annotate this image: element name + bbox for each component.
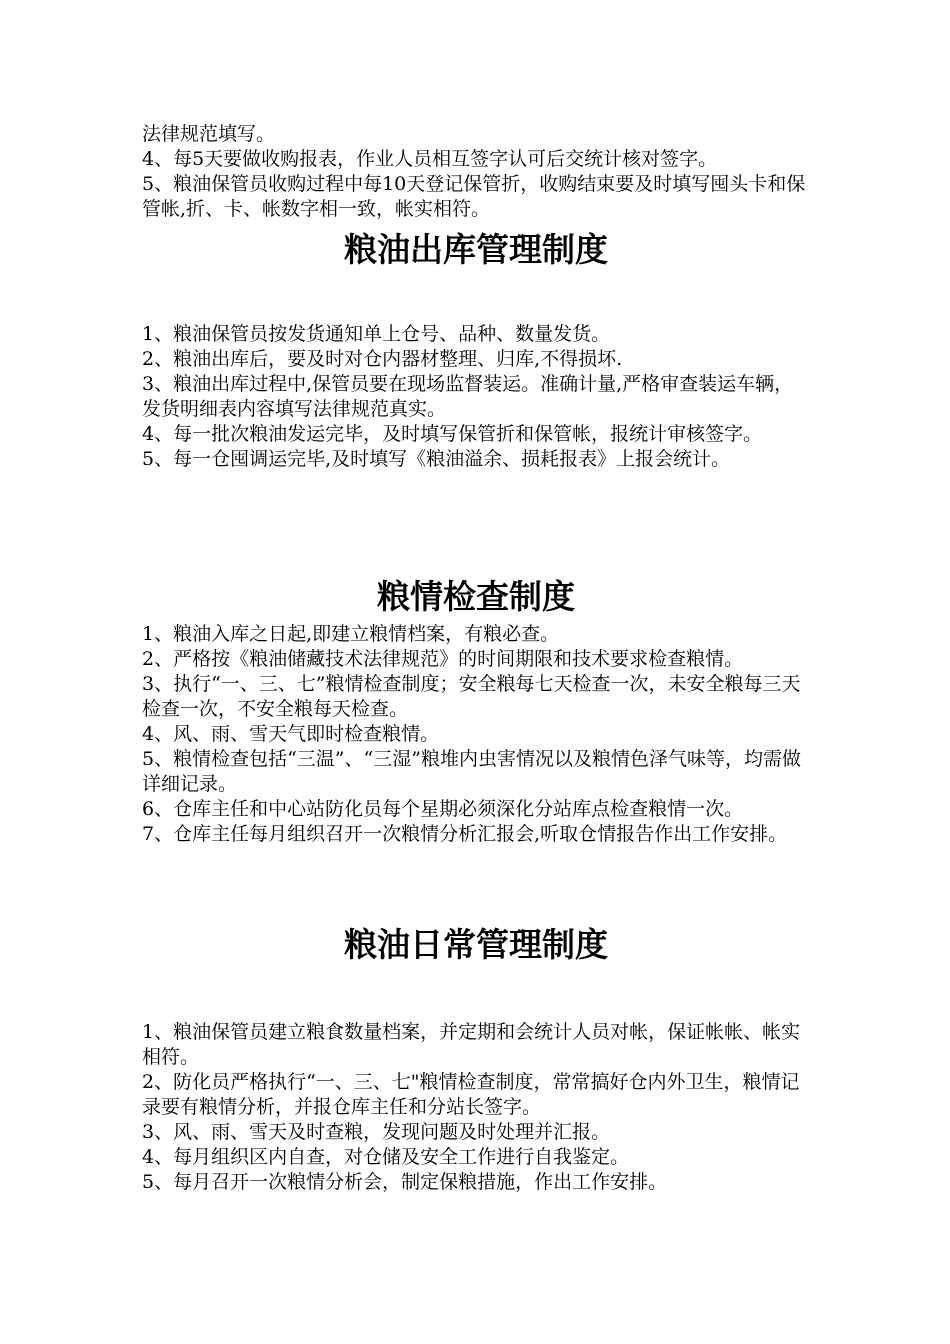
daily-item-4: 4、每月组织区内自查，对仓储及安全工作进行自我鉴定。 — [142, 1146, 630, 1168]
outbound-item-5: 5、每一仓囤调运完毕,及时填写《粮油溢余、损耗报表》上报会统计。 — [142, 448, 731, 470]
intro-section — [142, 122, 810, 222]
inspection-item-1: 1、粮油入库之日起,即建立粮情档案，有粮必查。 — [142, 623, 560, 645]
daily-item-1: 1、粮油保管员建立粮食数量档案，并定期和会统计人员对帐，保证帐帐、帐实相符。 — [142, 1021, 801, 1068]
outbound-section — [142, 322, 810, 472]
daily-title: 粮油日常管理制度 — [344, 925, 608, 964]
intro-line-3: 5、粮油保管员收购过程中每10天登记保管折，收购结束要及时填写囤头卡和保管帐,折、卡、帐数字相一致，帐实相符。 — [142, 173, 806, 220]
daily-item-5: 5、每月召开一次粮情分析会，制定保粮措施，作出工作安排。 — [142, 1171, 668, 1193]
intro-line-2: 4、每5天要做收购报表，作业人员相互签字认可后交统计核对签字。 — [142, 148, 718, 170]
inspection-section — [142, 622, 810, 847]
outbound-item-3: 3、粮油出库过程中,保管员要在现场监督装运。准确计量,严格审查装运车辆，发货明细表内容填写法律规范真实。 — [142, 373, 794, 420]
daily-section — [142, 1020, 810, 1195]
inspection-item-4: 4、风、雨、雪天气即时检查粮情。 — [142, 723, 440, 745]
inspection-item-7: 7、仓库主任每月组织召开一次粮情分析汇报会,听取仓情报告作出工作安排。 — [142, 823, 788, 845]
inspection-title: 粮情检查制度 — [377, 577, 575, 616]
outbound-item-4: 4、每一批次粮油发运完毕，及时填写保管折和保管帐，报统计审核签字。 — [142, 423, 763, 445]
inspection-item-2: 2、严格按《粮油储藏技术法律规范》的时间期限和技术要求检查粮情。 — [142, 648, 744, 670]
daily-item-2: 2、防化员严格执行“一、三、七"粮情检查制度，常常搞好仓内外卫生，粮情记录要有粮情分析，并报仓库主任和分站长签字。 — [142, 1071, 800, 1118]
outbound-item-1: 1、粮油保管员按发货通知单上仓号、品种、数量发货。 — [142, 323, 611, 345]
outbound-title: 粮油出库管理制度 — [344, 230, 608, 269]
intro-line-1: 法律规范填写。 — [142, 123, 276, 145]
inspection-item-3: 3、执行“一、三、七”粮情检查制度；安全粮每七天检查一次，未安全粮每三天检查一次，不安全粮每天检查。 — [142, 673, 801, 720]
daily-item-3: 3、风、雨、雪天及时查粮，发现问题及时处理并汇报。 — [142, 1121, 611, 1143]
outbound-item-2: 2、粮油出库后，要及时对仓内器材整理、归库,不得损坏. — [142, 348, 623, 370]
inspection-item-6: 6、仓库主任和中心站防化员每个星期必须深化分站库点检查粮情一次。 — [142, 798, 744, 820]
inspection-item-5: 5、粮情检查包括“三温”、“三湿”粮堆内虫害情况以及粮情色泽气味等，均需做详细记录。 — [142, 748, 801, 795]
